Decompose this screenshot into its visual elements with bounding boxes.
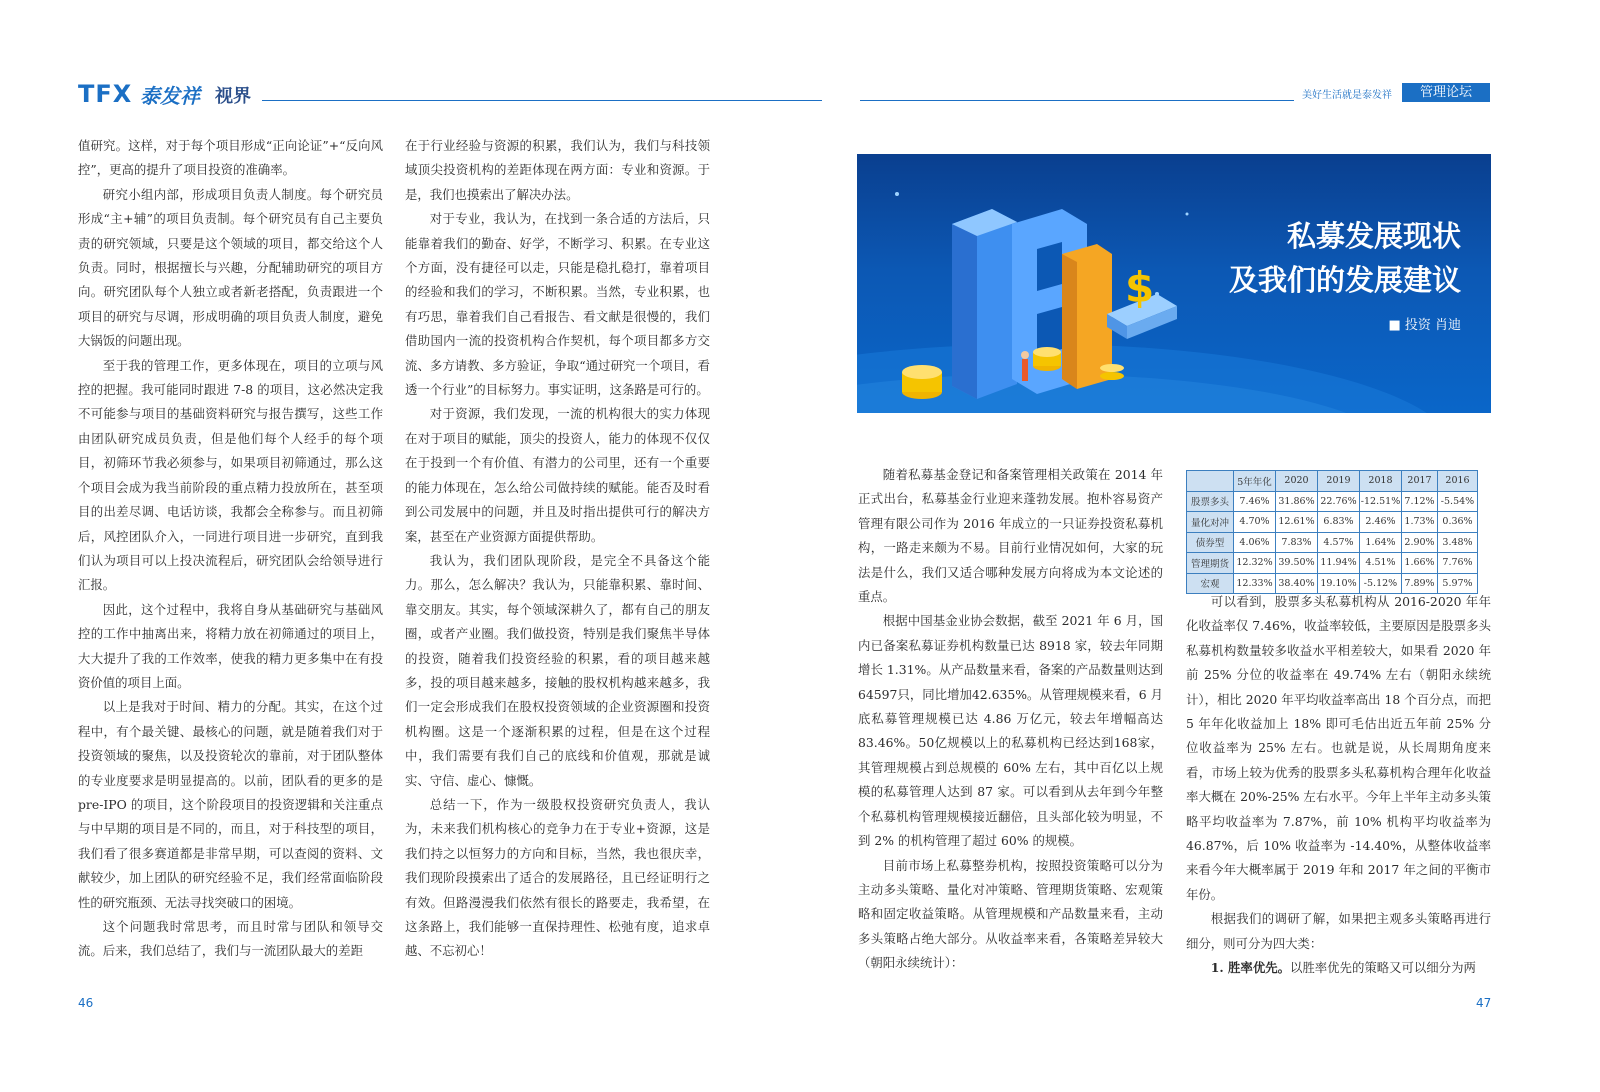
paragraph: 目前市场上私募整券机构，按照投资策略可以分为主动多头策略、量化对冲策略、管理期货策略、宏观策略和固定收益策略。从管理规模和产品数量来看，主动多头策略占绝大部分。从收益率来看，各策略差异较大（朝阳永续统计）： (858, 857, 1163, 971)
numbered-heading: 1. 胜率优先。 (1210, 960, 1290, 976)
paragraph: 对于资源，我们发现，一流的机构很大的实力体现在对于项目的赋能，顶尖的投资人，能力的体现不仅仅在于投到一个有价值、有潜力的公司里，还有一个重要的能力体现在，怎么给公司做持续的赋能。能否及时看到公司发展中的问题，并且及时指出提供可行的解决方案，甚至在产业资源方面提供帮助。 (405, 406, 710, 544)
paragraph: 值研究。这样，对于每个项目形成“正向论证”+“反向风控”，更高的提升了项目投资的准确率。 (78, 138, 383, 178)
table-cell: 19.10% (1318, 573, 1360, 594)
table-cell: 7.83% (1276, 532, 1318, 553)
svg-text:$: $ (1125, 263, 1155, 312)
article-title (1229, 214, 1461, 302)
page-number-right: 47 (1476, 996, 1492, 1010)
table-cell: 39.50% (1276, 553, 1318, 574)
table-row (1187, 512, 1478, 533)
table-cell: 7.12% (1402, 491, 1438, 512)
table-header-cell: 2019 (1318, 471, 1360, 492)
table-cell: 4.51% (1360, 553, 1402, 574)
table-cell: 2.46% (1360, 512, 1402, 533)
article-banner (857, 154, 1491, 413)
article-author: ■ 投资 肖迪 (1388, 318, 1461, 333)
right-column-2 (1186, 590, 1491, 981)
header-slogan: 美好生活就是泰发祥 (1302, 90, 1392, 101)
table-header-cell: 5年年化 (1234, 471, 1276, 492)
table-header-cell: 2018 (1360, 471, 1402, 492)
table-header-row (1187, 471, 1478, 492)
paragraph: 根据中国基金业协会数据，截至 2021 年 6 月，国内已备案私募证券机构数量已达 8918 家，较去年同期增长 1.31%。从产品数量来看，备案的产品数量则达到64597只，同比增加42.635%。从管理规模来看，6 月底私募管理规模已达 4.86 万亿元，较去年增幅高达83.46%。50亿规模以上的私募机构已经达到168家，其管理规模占到总规模的 60% 左右，其中百亿以上规模的私募管理人达到 87 家。可以看到从去年到今年整个私募机构管理规模接近翻倍，且头部化较为明显，不到 2% 的机构管理了超过 60% 的规模。 (858, 613, 1163, 849)
left-column-1 (78, 134, 383, 964)
table-cell: 11.94% (1318, 553, 1360, 574)
header-rule-left (262, 100, 822, 101)
table-cell: 6.83% (1318, 512, 1360, 533)
paragraph: 以上是我对于时间、精力的分配。其实，在这个过程中，有个最关键、最核心的问题，就是随着我们对于投资领域的聚焦，以及投资轮次的靠前，对于团队整体的专业度要求是明显提高的。以前，团队看的更多的是 pre-IPO 的项目，这个阶段项目的投资逻辑和关注重点与中早期的项目是不同的，而且，对于科技型的项目，我们看了很多赛道都是非常早期，可以查阅的资料、文献较少，加上团队的研究经验不足，我们经常面临阶段性的研究瓶颈、无法寻找突破口的困境。 (78, 699, 383, 910)
table-cell: 1.64% (1360, 532, 1402, 553)
article-title-line-2: 及我们的发展建议 (1228, 263, 1461, 297)
paragraph: 因此，这个过程中，我将自身从基础研究与基础风控的工作中抽离出来，将精力放在初筛通过的项目上，大大提升了我的工作效率，使我的精力更多集中在有投资价值的项目上面。 (78, 601, 383, 690)
table-row (1187, 491, 1478, 512)
table-cell: 3.48% (1438, 532, 1478, 553)
table-header-cell (1187, 471, 1234, 492)
table-cell: 12.33% (1234, 573, 1276, 594)
table-cell: 4.70% (1234, 512, 1276, 533)
table-header-cell: 2017 (1402, 471, 1438, 492)
numbered-text: 以胜率优先的策略又可以细分为两 (1290, 960, 1476, 976)
table-cell: 31.86% (1276, 491, 1318, 512)
table-cell: -12.51% (1360, 491, 1402, 512)
table-cell: 5.97% (1438, 573, 1478, 594)
table-cell: -5.54% (1438, 491, 1478, 512)
paragraph: 随着私募基金登记和备案管理相关政策在 2014 年正式出台，私募基金行业迎来蓬勃发展。抱朴容易资产管理有限公司作为 2016 年成立的一只证券投资私募机构，一路走来颇为不易。目前行业情况如何，大家的玩法是什么，我们又适合哪种发展方向将成为本文论述的重点。 (858, 467, 1163, 605)
table-cell: 12.32% (1234, 553, 1276, 574)
paragraph: 可以看到，股票多头私募机构从 2016-2020 年年化收益率仅 7.46%，收益率较低，主要原因是股票多头私募机构数量较多收益水平相差较大，如果看 2020 年前 25% 分位的收益率在 49.74% 左右（朝阳永续统计），相比 2020 年平均收益率高出 18 个百分点，而把 5 年年化收益加上 18% 即可毛估出近五年前 25% 分位收益率为 25% 左右。也就是说，从长周期角度来看，市场上较为优秀的股票多头私募机构合理年化收益率大概在 20%-25% 左右水平。今年上半年主动多头策略平均收益率为 7.87%，前 10% 机构平均收益率为 46.87%，后 10% 收益率为 -14.40%，从整体收益率来看今年大概率属于 2019 年和 2017 年之间的平衡市年份。 (1186, 594, 1491, 902)
header-rule-right (860, 100, 1294, 101)
table-row-label: 量化对冲 (1187, 512, 1234, 533)
strategy-returns-table (1186, 470, 1478, 594)
table-header-cell: 2020 (1276, 471, 1318, 492)
table-row-label: 管理期货 (1187, 553, 1234, 574)
page-number-left: 46 (78, 996, 94, 1010)
paragraph: 对于专业，我认为，在找到一条合适的方法后，只能靠着我们的勤奋、好学，不断学习、积累。在专业这个方面，没有捷径可以走，只能是稳扎稳打，靠着项目的经验和我们的学习，不断积累。当然，专业积累，也有巧思，靠着我们自己看报告、看文献是很慢的，我们借助国内一流的投资机构合作契机，每个项目都多方交流、多方请教、多方验证，争取“通过研究一个项目，看透一个行业”的目标努力。事实证明，这条路是可行的。 (405, 211, 710, 398)
table-cell: 22.76% (1318, 491, 1360, 512)
paragraph-numbered (1186, 956, 1491, 980)
paragraph: 我认为，我们团队现阶段，是完全不具备这个能力。那么，怎么解决？我认为，只能靠积累、靠时间、靠交朋友。其实，每个领域深耕久了，都有自己的朋友圈，或者产业圈。我们做投资，特别是我们聚焦半导体的投资，随着我们投资经验的积累，看的项目越来越多，投的项目越来越多，接触的股权机构越来越多，我们一定会形成我们在股权投资领域的企业资源圈和投资机构圈。这是一个逐渐积累的过程，但是在这个过程中，我们需要有我们自己的底线和价值观，那就是诚实、守信、虚心、慷慨。 (405, 552, 710, 788)
table-header-cell: 2016 (1438, 471, 1478, 492)
logo-tfx: TFX (78, 80, 133, 108)
paragraph: 根据我们的调研了解，如果把主观多头策略再进行细分，则可分为四大类： (1186, 911, 1491, 951)
table-cell: 4.57% (1318, 532, 1360, 553)
table-cell: 4.06% (1234, 532, 1276, 553)
table-row-label: 债券型 (1187, 532, 1234, 553)
table-cell: -5.12% (1360, 573, 1402, 594)
table-cell: 0.36% (1438, 512, 1478, 533)
paragraph: 这个问题我时常思考，而且时常与团队和领导交流。后来，我们总结了，我们与一流团队最大的差距 (78, 919, 383, 959)
table-cell: 7.46% (1234, 491, 1276, 512)
section-tag: 管理论坛 (1402, 83, 1490, 102)
table-cell: 38.40% (1276, 573, 1318, 594)
logo-brand-name: 泰发祥 (140, 84, 200, 108)
table-row (1187, 553, 1478, 574)
table-row-label: 宏观 (1187, 573, 1234, 594)
paragraph: 总结一下，作为一级股权投资研究负责人，我认为，未来我们机构核心的竞争力在于专业+资源，这是我们持之以恒努力的方向和目标，当然，我也很庆幸，我们现阶段摸索出了适合的发展路径，且已经证明行之有效。但路漫漫我们依然有很长的路要走，我希望，在这条路上，我们能够一直保持理性、松弛有度，追求卓越、不忘初心！ (405, 796, 710, 959)
table-cell: 7.89% (1402, 573, 1438, 594)
right-column-1 (858, 463, 1163, 976)
table-row-label: 股票多头 (1187, 491, 1234, 512)
logo-subtitle: 视界 (215, 86, 251, 107)
table-cell: 12.61% (1276, 512, 1318, 533)
table-cell: 7.76% (1438, 553, 1478, 574)
table-cell: 1.66% (1402, 553, 1438, 574)
paragraph: 研究小组内部，形成项目负责人制度。每个研究员形成“主+辅”的项目负责制。每个研究员有自己主要负责的研究领域，只要是这个领域的项目，都交给这个人负责。同时，根据擅长与兴趣，分配辅助研究的项目方向。研究团队每个人独立或者新老搭配，负责跟进一个项目的研究与尽调，形成明确的项目负责人制度，避免大锅饭的问题出现。 (78, 186, 383, 349)
table-row (1187, 532, 1478, 553)
left-column-2 (405, 134, 710, 964)
table-cell: 2.90% (1402, 532, 1438, 553)
table-cell: 1.73% (1402, 512, 1438, 533)
article-title-line-1: 私募发展现状 (1286, 219, 1461, 253)
paragraph: 至于我的管理工作，更多体现在，项目的立项与风控的把握。我可能同时跟进 7-8 的项目，这必然决定我不可能参与项目的基础资料研究与报告撰写，这些工作由团队研究成员负责，但是他们每个人经手的每个项目，初筛环节我必须参与，如果项目初筛通过，那么这个项目会成为我当前阶段的重点精力投放所在，甚至项目的出差尽调、电话访谈，我都会全称参与。而且初筛后，风控团队介入，一同进行项目进一步研究，直到我们认为项目可以上投决流程后，研究团队会给领导进行汇报。 (78, 357, 383, 593)
paragraph: 在于行业经验与资源的积累，我们认为，我们与科技领域顶尖投资机构的差距体现在两方面：专业和资源。于是，我们也摸索出了解决办法。 (405, 138, 710, 202)
